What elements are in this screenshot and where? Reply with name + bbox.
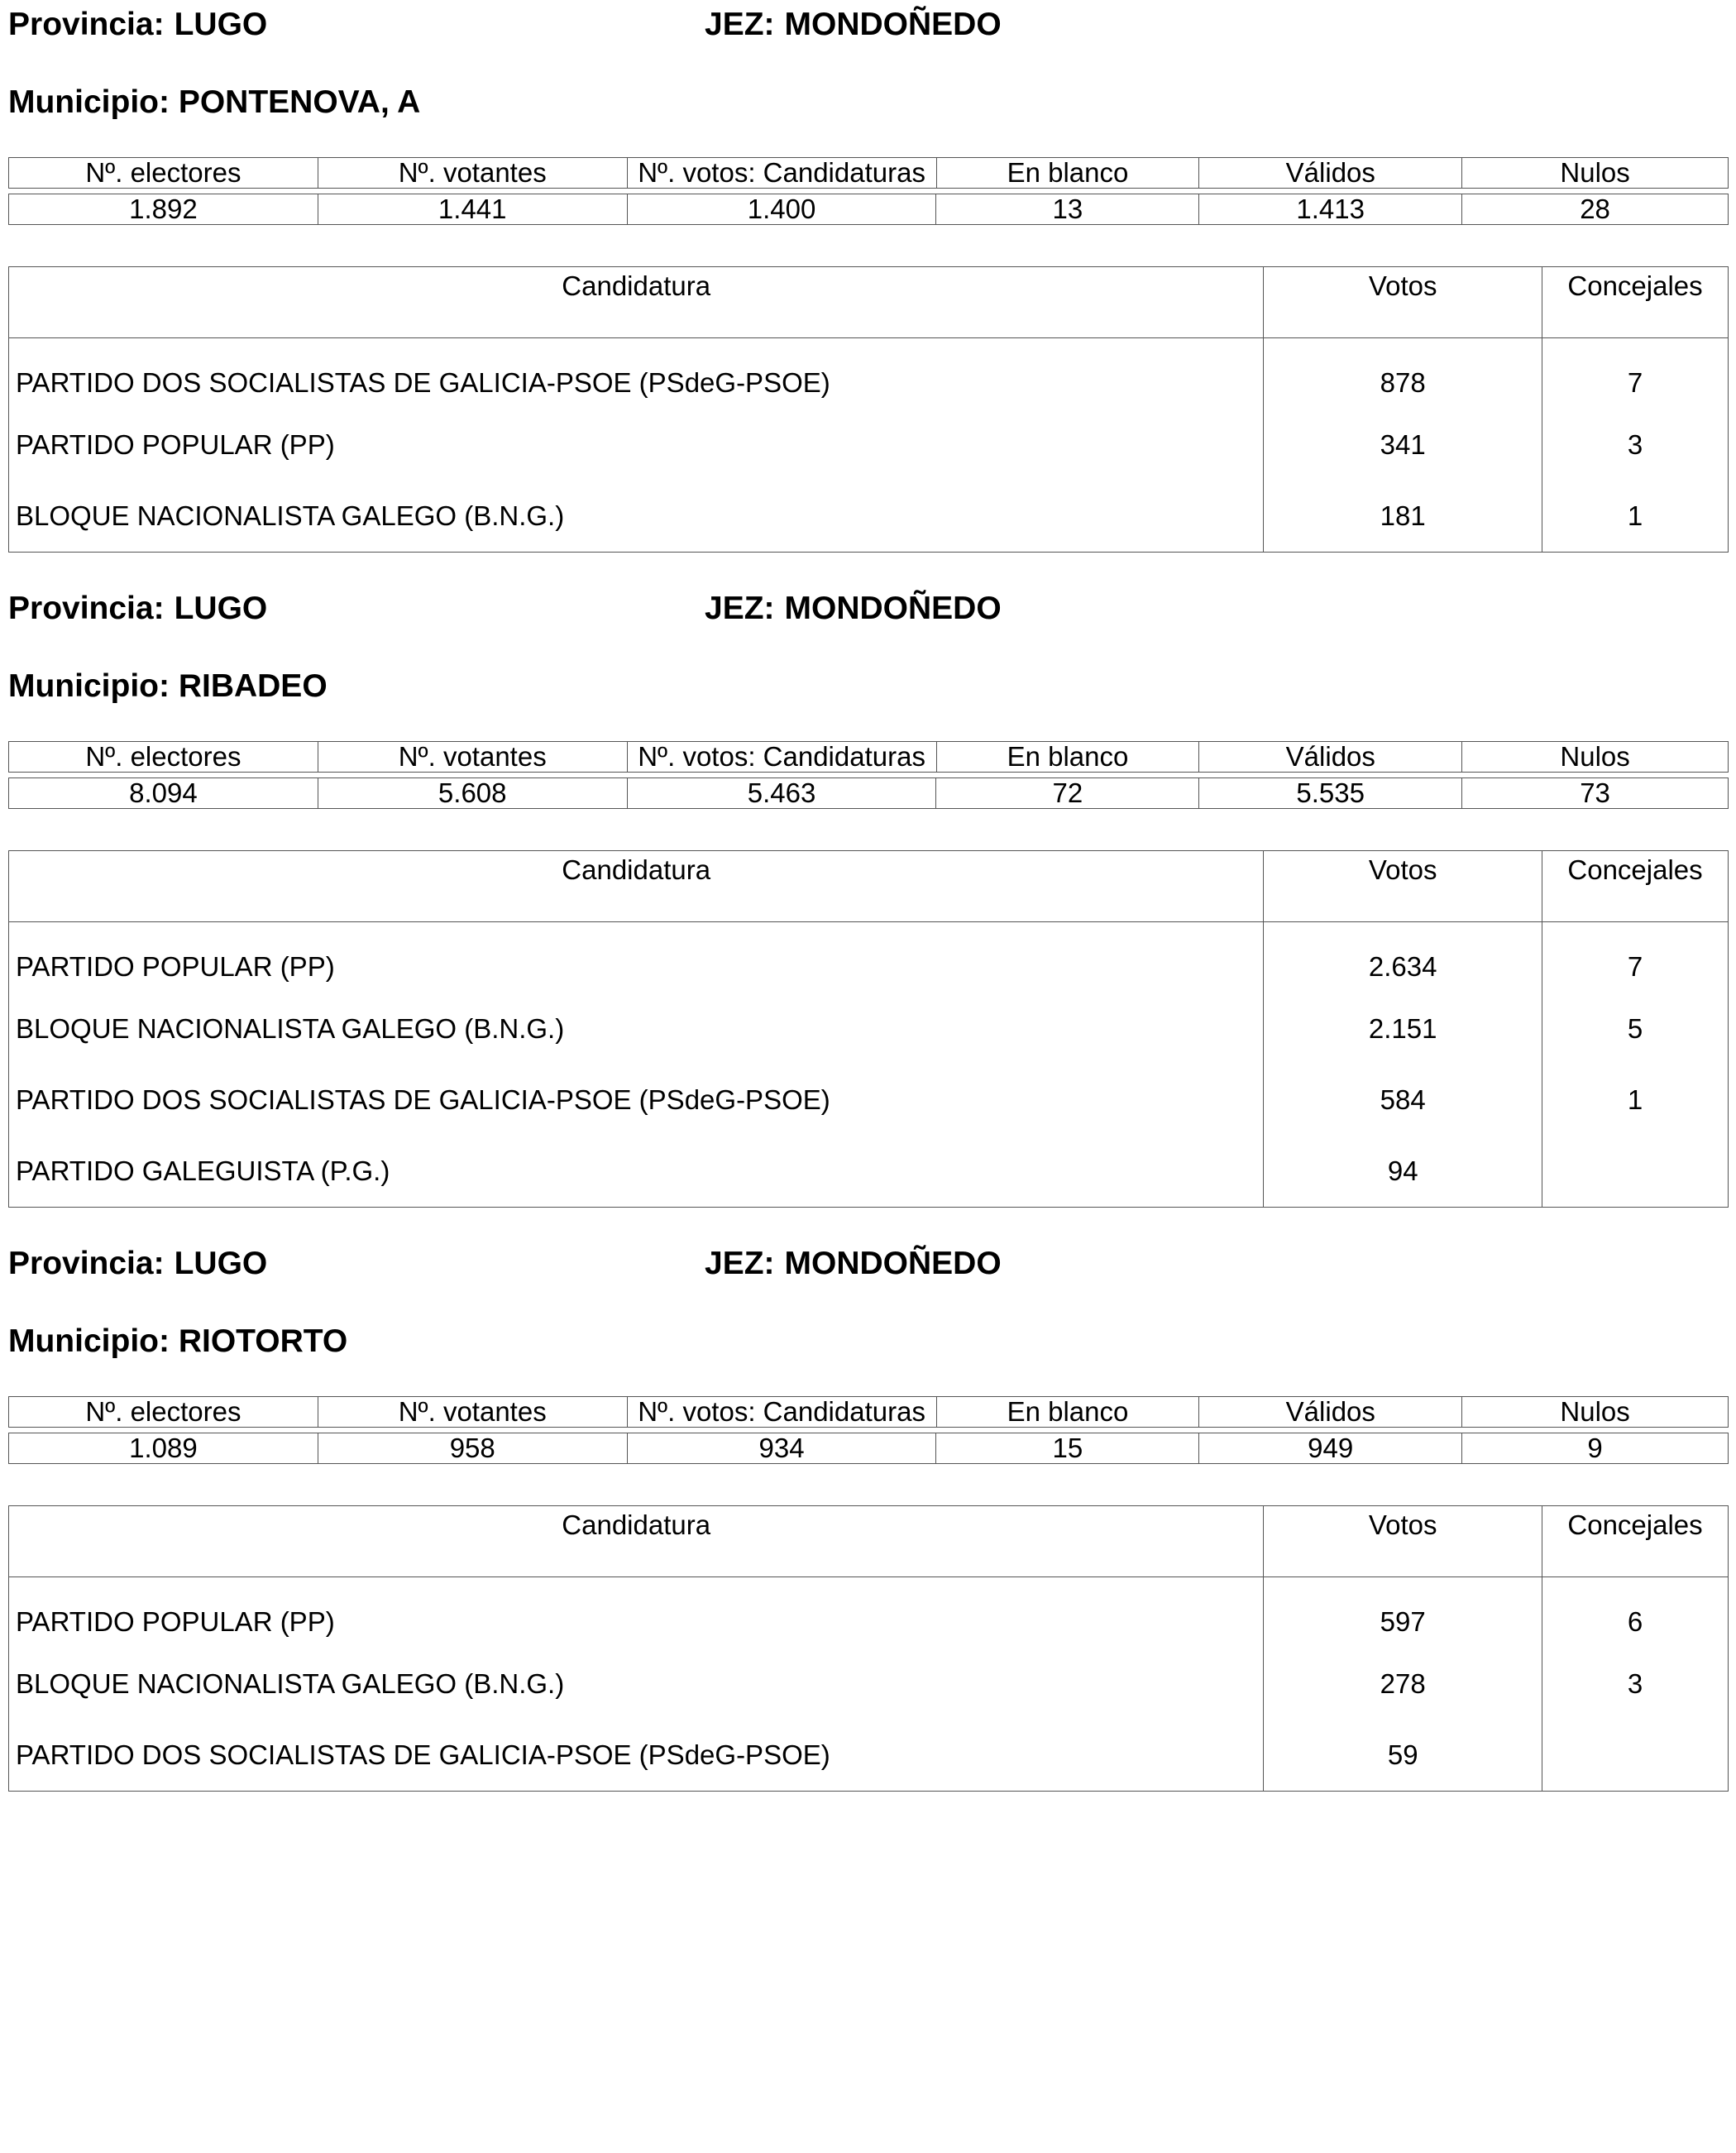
candidatura-header: Candidatura — [9, 267, 1264, 338]
summary-header-table — [8, 741, 1729, 773]
summary-value-cell: 1.413 — [1199, 194, 1462, 225]
provincia-line — [8, 1246, 267, 1282]
summary-value-cell: 13 — [936, 194, 1199, 225]
candidate-votos: 341 — [1264, 409, 1542, 481]
summary-header-cell: Nº. electores — [9, 1397, 318, 1428]
summary-values-row — [9, 194, 1729, 225]
summary-header-cell: Nº. electores — [9, 158, 318, 189]
candidate-votos: 878 — [1264, 338, 1542, 410]
candidates-table — [8, 850, 1729, 1208]
summary-header-cell: Nº. votantes — [318, 1397, 627, 1428]
jez-value: MONDOÑEDO — [784, 1246, 1002, 1281]
provincia-label: Provincia: — [8, 591, 165, 626]
summary-values-table — [8, 1433, 1729, 1464]
provincia-value: LUGO — [174, 1246, 268, 1281]
candidate-name: PARTIDO POPULAR (PP) — [9, 922, 1264, 994]
summary-header-cell: Válidos — [1199, 158, 1462, 189]
jez-value: MONDOÑEDO — [784, 591, 1002, 626]
candidate-name: PARTIDO POPULAR (PP) — [9, 1577, 1264, 1649]
candidate-votos: 597 — [1264, 1577, 1542, 1649]
summary-value-cell: 15 — [936, 1433, 1199, 1464]
candidate-votos: 59 — [1264, 1720, 1542, 1792]
concejales-header: Concejales — [1542, 851, 1729, 922]
summary-values-row — [9, 1433, 1729, 1464]
candidates-table — [8, 266, 1729, 553]
summary-header-cell: En blanco — [936, 1397, 1199, 1428]
summary-header-cell: Nulos — [1462, 1397, 1729, 1428]
candidate-name: PARTIDO POPULAR (PP) — [9, 409, 1264, 481]
candidates-header-row — [9, 267, 1729, 338]
summary-header-table — [8, 1396, 1729, 1428]
summary-value-cell: 1.441 — [318, 194, 627, 225]
candidate-concejales: 7 — [1542, 338, 1729, 410]
candidate-name: PARTIDO DOS SOCIALISTAS DE GALICIA-PSOE (PSdeG-PSOE) — [9, 1065, 1264, 1136]
candidate-row — [9, 481, 1729, 553]
summary-header-row — [9, 158, 1729, 189]
summary-header-cell: Válidos — [1199, 1397, 1462, 1428]
jez-line — [705, 1246, 1002, 1282]
jez-label: JEZ: — [705, 1246, 775, 1281]
candidates-table — [8, 1505, 1729, 1792]
summary-value-cell: 934 — [627, 1433, 936, 1464]
candidate-concejales — [1542, 1720, 1729, 1792]
jez-line — [705, 591, 1002, 627]
municipio-section-pontenova — [8, 7, 1729, 553]
candidate-row — [9, 993, 1729, 1065]
provincia-value: LUGO — [174, 7, 268, 42]
jez-label: JEZ: — [705, 7, 775, 42]
candidate-name: BLOQUE NACIONALISTA GALEGO (B.N.G.) — [9, 993, 1264, 1065]
candidate-row — [9, 1065, 1729, 1136]
candidate-row — [9, 338, 1729, 410]
candidate-name: BLOQUE NACIONALISTA GALEGO (B.N.G.) — [9, 1648, 1264, 1720]
summary-value-cell: 5.535 — [1199, 778, 1462, 809]
candidate-concejales: 1 — [1542, 481, 1729, 553]
provincia-label: Provincia: — [8, 1246, 165, 1281]
candidate-votos: 94 — [1264, 1136, 1542, 1208]
candidate-votos: 181 — [1264, 481, 1542, 553]
summary-value-cell: 1.892 — [9, 194, 318, 225]
candidate-row — [9, 1136, 1729, 1208]
candidate-row — [9, 1648, 1729, 1720]
candidate-name: PARTIDO DOS SOCIALISTAS DE GALICIA-PSOE (PSdeG-PSOE) — [9, 1720, 1264, 1792]
municipio-line — [8, 84, 420, 121]
summary-values-row — [9, 778, 1729, 809]
votos-header: Votos — [1264, 851, 1542, 922]
candidate-votos: 278 — [1264, 1648, 1542, 1720]
summary-header-cell: Nº. votos: Candidaturas — [627, 1397, 936, 1428]
summary-value-cell: 5.463 — [627, 778, 936, 809]
candidate-concejales: 6 — [1542, 1577, 1729, 1649]
candidate-concejales: 3 — [1542, 409, 1729, 481]
summary-values-table — [8, 777, 1729, 809]
candidatura-header: Candidatura — [9, 1506, 1264, 1577]
candidate-concejales: 7 — [1542, 922, 1729, 994]
municipio-label: Municipio: — [8, 84, 170, 120]
candidate-votos: 2.151 — [1264, 993, 1542, 1065]
summary-header-cell: Nulos — [1462, 158, 1729, 189]
jez-value: MONDOÑEDO — [784, 7, 1002, 42]
summary-value-cell: 8.094 — [9, 778, 318, 809]
summary-header-row — [9, 742, 1729, 773]
summary-value-cell: 28 — [1462, 194, 1729, 225]
summary-header-table — [8, 157, 1729, 189]
municipio-value: PONTENOVA, A — [178, 84, 421, 120]
jez-line — [705, 7, 1002, 43]
jez-label: JEZ: — [705, 591, 775, 626]
summary-value-cell: 5.608 — [318, 778, 627, 809]
votos-header: Votos — [1264, 1506, 1542, 1577]
summary-header-cell: Nulos — [1462, 742, 1729, 773]
summary-header-cell: En blanco — [936, 742, 1199, 773]
candidate-concejales — [1542, 1136, 1729, 1208]
summary-header-cell: Nº. votos: Candidaturas — [627, 158, 936, 189]
municipio-value: RIBADEO — [178, 668, 328, 704]
summary-header-cell: Nº. votantes — [318, 742, 627, 773]
summary-value-cell: 73 — [1462, 778, 1729, 809]
summary-value-cell: 1.089 — [9, 1433, 318, 1464]
municipio-line — [8, 668, 328, 705]
candidates-header-row — [9, 851, 1729, 922]
provincia-line — [8, 591, 267, 627]
candidate-row — [9, 1577, 1729, 1649]
summary-header-cell: En blanco — [936, 158, 1199, 189]
summary-value-cell: 1.400 — [627, 194, 936, 225]
candidate-votos: 584 — [1264, 1065, 1542, 1136]
summary-header-cell: Válidos — [1199, 742, 1462, 773]
candidate-concejales: 3 — [1542, 1648, 1729, 1720]
summary-value-cell: 72 — [936, 778, 1199, 809]
candidate-row — [9, 922, 1729, 994]
summary-header-cell: Nº. votos: Candidaturas — [627, 742, 936, 773]
candidate-concejales: 1 — [1542, 1065, 1729, 1136]
municipio-value: RIOTORTO — [178, 1323, 348, 1359]
candidate-name: PARTIDO GALEGUISTA (P.G.) — [9, 1136, 1264, 1208]
summary-header-row — [9, 1397, 1729, 1428]
concejales-header: Concejales — [1542, 1506, 1729, 1577]
candidate-votos: 2.634 — [1264, 922, 1542, 994]
candidate-row — [9, 409, 1729, 481]
provincia-line — [8, 7, 267, 43]
candidatura-header: Candidatura — [9, 851, 1264, 922]
summary-value-cell: 958 — [318, 1433, 627, 1464]
provincia-value: LUGO — [174, 591, 268, 626]
municipio-section-riotorto — [8, 1246, 1729, 1792]
concejales-header: Concejales — [1542, 267, 1729, 338]
candidates-header-row — [9, 1506, 1729, 1577]
candidate-row — [9, 1720, 1729, 1792]
summary-header-cell: Nº. votantes — [318, 158, 627, 189]
summary-values-table — [8, 194, 1729, 225]
candidate-name: BLOQUE NACIONALISTA GALEGO (B.N.G.) — [9, 481, 1264, 553]
summary-value-cell: 949 — [1199, 1433, 1462, 1464]
municipio-line — [8, 1323, 347, 1360]
municipio-label: Municipio: — [8, 1323, 170, 1359]
municipio-section-ribadeo — [8, 591, 1729, 1211]
municipio-label: Municipio: — [8, 668, 170, 704]
summary-value-cell: 9 — [1462, 1433, 1729, 1464]
candidate-concejales: 5 — [1542, 993, 1729, 1065]
candidate-name: PARTIDO DOS SOCIALISTAS DE GALICIA-PSOE (PSdeG-PSOE) — [9, 338, 1264, 410]
summary-header-cell: Nº. electores — [9, 742, 318, 773]
votos-header: Votos — [1264, 267, 1542, 338]
provincia-label: Provincia: — [8, 7, 165, 42]
